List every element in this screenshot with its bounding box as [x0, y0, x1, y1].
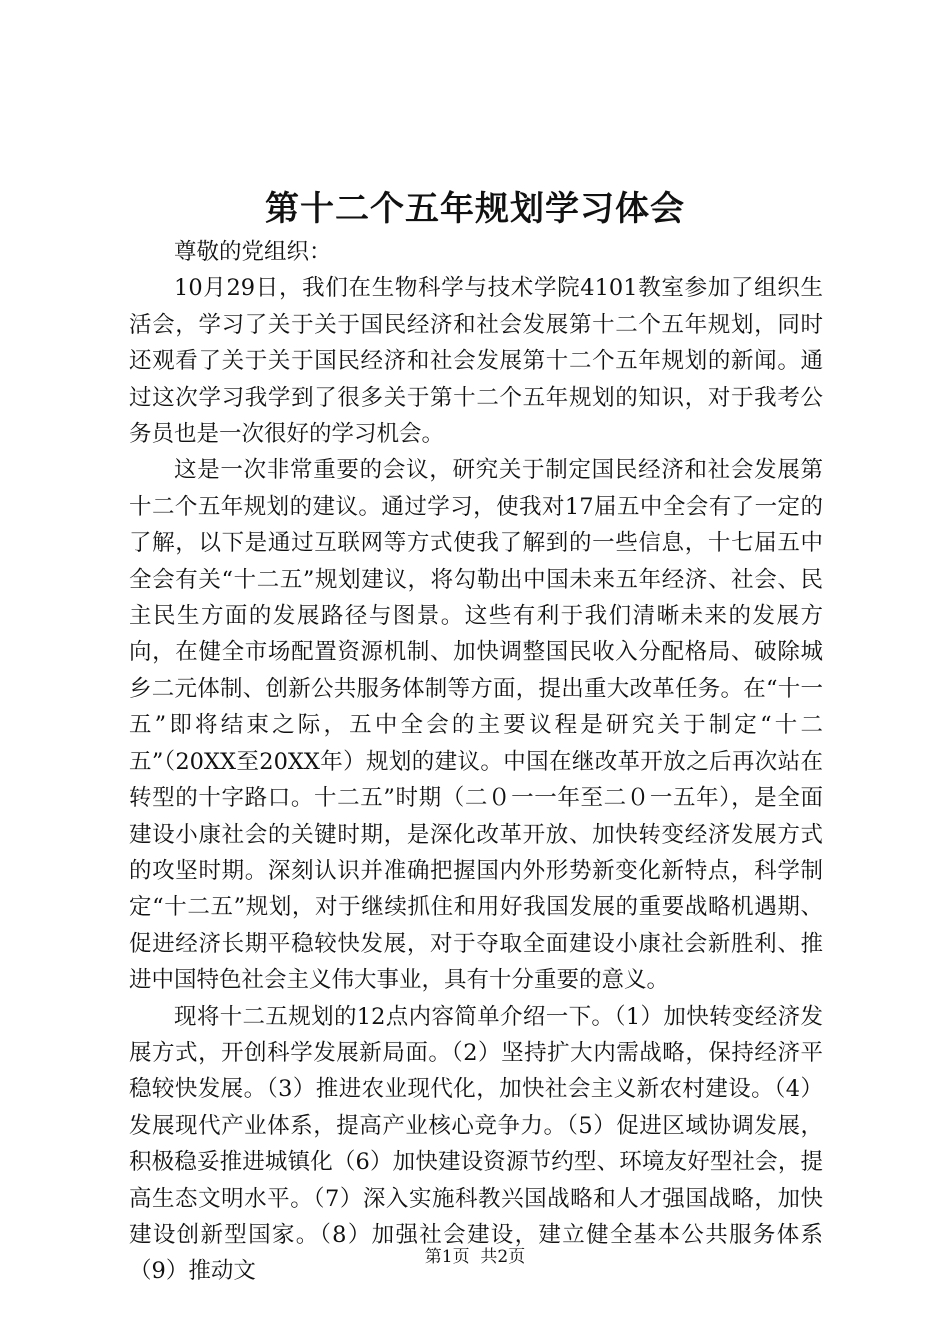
document-title: 第十二个五年规划学习体会	[265, 189, 685, 229]
paragraph-3: 现将十二五规划的12点内容简单介绍一下。（1）加快转变经济发展方式，开创科学发展新局面。（2）坚持扩大内需战略，保持经济平稳较快发展。（3）推进农业现代化，加快社会主义新农村建设。（4）发展现代产业体系，提高产业核心竞争力。（5）促进区域协调发展，积极稳妥推进城镇化（6）加快建设资源节约型、环境友好型社会，提高生态文明水平。（7）深入实施科教兴国战略和人才强国战略，加快建设创新型国家。（8）加强社会建设，建立健全基本公共服务体系（9）推动文	[129, 1003, 823, 1285]
salutation: 尊敬的党组织：	[174, 239, 332, 265]
document-body	[129, 234, 823, 1290]
page-number: 第1页	[424, 1247, 470, 1267]
paragraph-1: 10月29日，我们在生物科学与技术学院4101教室参加了组织生活会，学习了关于关于国民经济和社会发展第十二个五年规划，同时还观看了关于关于国民经济和社会发展第十二个五年规划的新闻。通过这次学习我学到了很多关于第十二个五年规划的知识，对于我考公务员也是一次很好的学习机会。	[129, 275, 823, 448]
footer-spacer	[470, 1247, 481, 1267]
page-total: 共2页	[480, 1247, 526, 1267]
paragraph-2: 这是一次非常重要的会议，研究关于制定国民经济和社会发展第十二个五年规划的建议。通过学习，使我对17届五中全会有了一定的了解，以下是通过互联网等方式使我了解到的一些信息，十七届五中全会有关“十二五”规划建议，将勾勒出中国未来五年经济、社会、民主民生方面的发展路径与图景。这些有利于我们清晰未来的发展方向，在健全市场配置资源机制、加快调整国民收入分配格局、破除城乡二元体制、创新公共服务体制等方面，提出重大改革任务。在“十一五”即将结束之际，五中全会的主要议程是研究关于制定“十二五”（20XX至20XX年）规划的建议。中国在继改革开放之后再次站在转型的十字路口。十二五”时期（二０一一年至二０一五年），是全面建设小康社会的关键时期，是深化改革开放、加快转变经济发展方式的攻坚时期。深刻认识并准确把握国内外形势新变化新特点，科学制定“十二五”规划，对于继续抓住和用好我国发展的重要战略机遇期、促进经济长期平稳较快发展，对于夺取全面建设小康社会新胜利、推进中国特色社会主义伟大事业，具有十分重要的意义。	[129, 457, 823, 994]
page-footer	[0, 1245, 950, 1269]
